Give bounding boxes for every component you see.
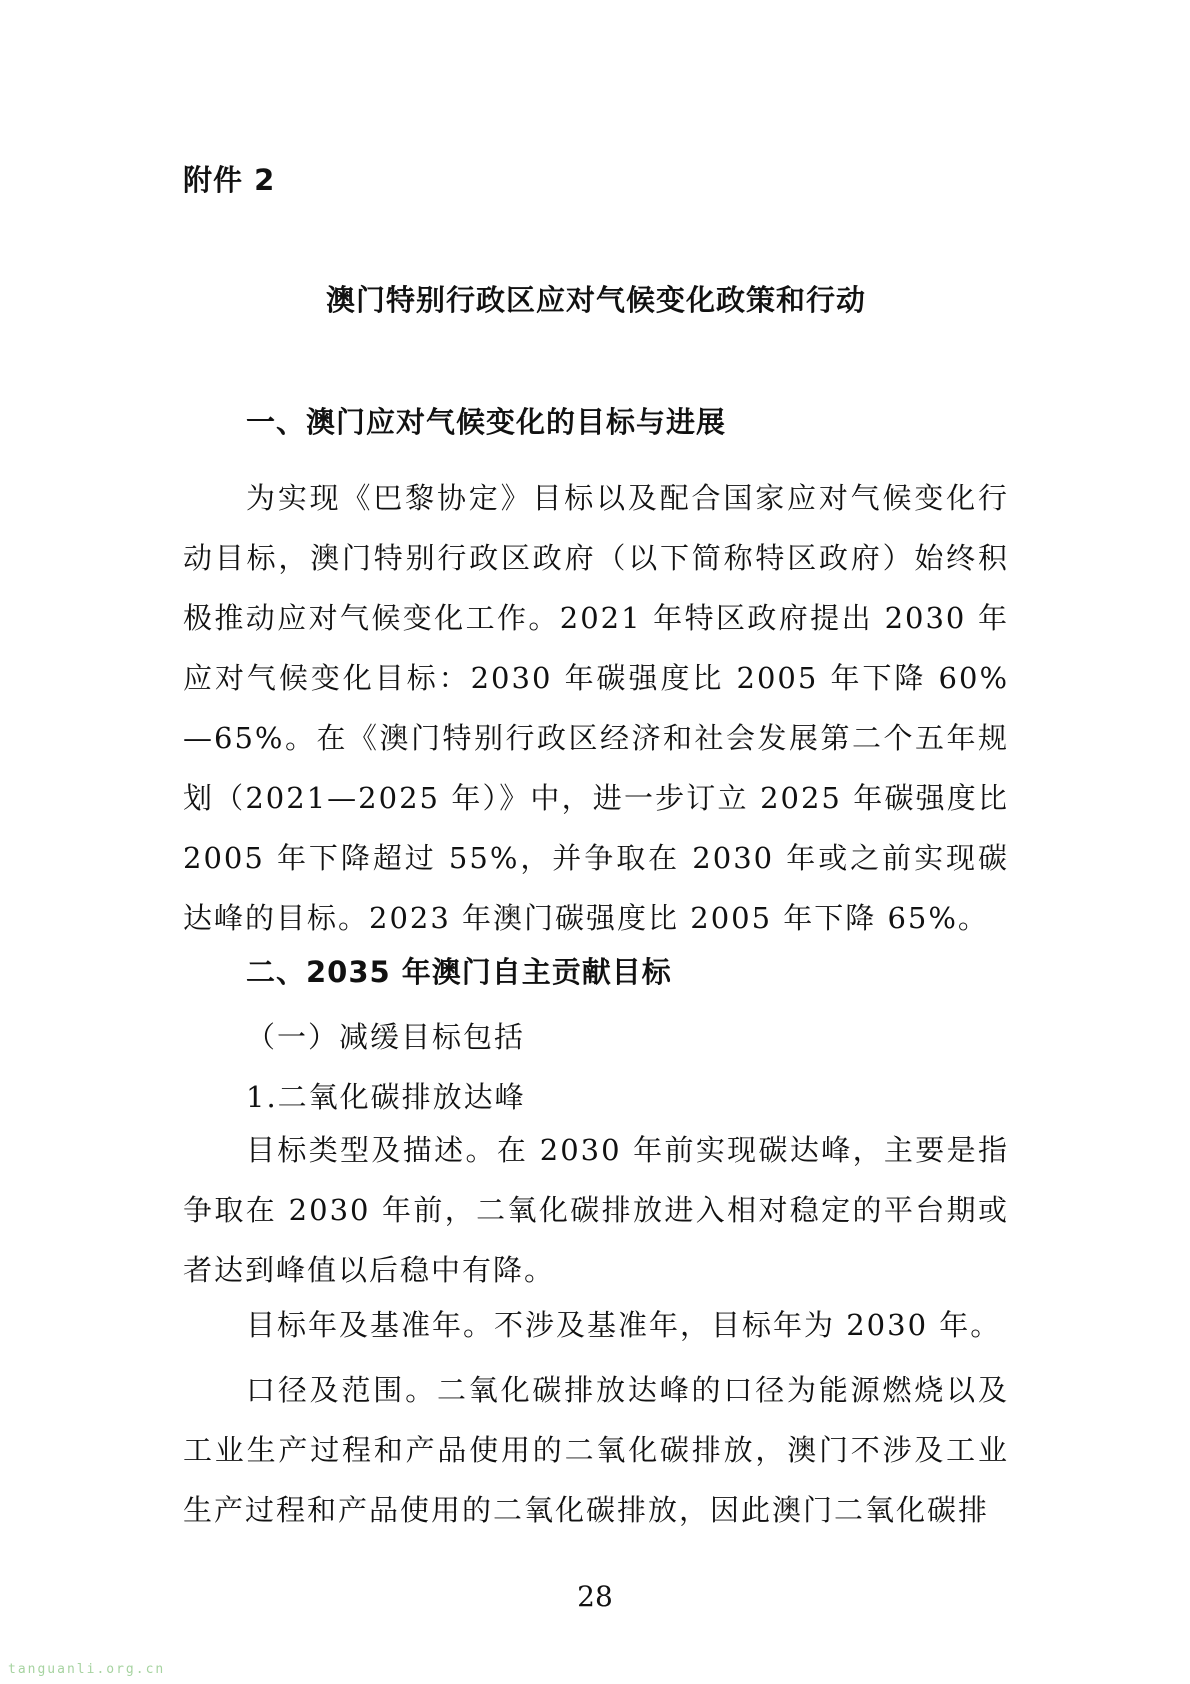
target-year-paragraph: 目标年及基准年。不涉及基准年，目标年为 2030 年。 — [246, 1308, 1002, 1342]
watermark: tanguanli.org.cn — [8, 1662, 166, 1677]
section-2-subheading: （一）减缓目标包括 — [246, 1020, 526, 1054]
target-type-paragraph: 目标类型及描述。在 2030 年前实现碳达峰，主要是指争取在 2030 年前，二氧化碳排放进入相对稳定的平台期或者达到峰值以后稳中有降。 — [183, 1133, 1009, 1287]
attachment-label: 附件 2 — [183, 163, 276, 197]
scope-paragraph: 口径及范围。二氧化碳排放达峰的口径为能源燃烧以及工业生产过程和产品使用的二氧化碳排放，澳门不涉及工业生产过程和产品使用的二氧化碳排放，因此澳门二氧化碳排 — [183, 1373, 1009, 1527]
item-1-heading: 1.二氧化碳排放达峰 — [246, 1080, 526, 1114]
document-title: 澳门特别行政区应对气候变化政策和行动 — [325, 283, 866, 317]
section-1-paragraph: 为实现《巴黎协定》目标以及配合国家应对气候变化行动目标，澳门特别行政区政府（以下简称特区政府）始终积极推动应对气候变化工作。2021 年特区政府提出 2030 年应对气候变化目标：2030 年碳强度比 2005 年下降 60%—65%。在《澳门特别行政区经济和社会发展第二个五年规划（2021—2025 年）》中，进一步订立 2025 年碳强度比 2005 年下降超过 55%，并争取在 2030 年或之前实现碳达峰的目标。2023 年澳门碳强度比 2005 年下降 65%。 — [183, 481, 1009, 935]
page-number: 28 — [577, 1580, 613, 1613]
section-2-heading: 二、2035 年澳门自主贡献目标 — [246, 955, 672, 989]
section-1-heading: 一、澳门应对气候变化的目标与进展 — [246, 405, 727, 439]
